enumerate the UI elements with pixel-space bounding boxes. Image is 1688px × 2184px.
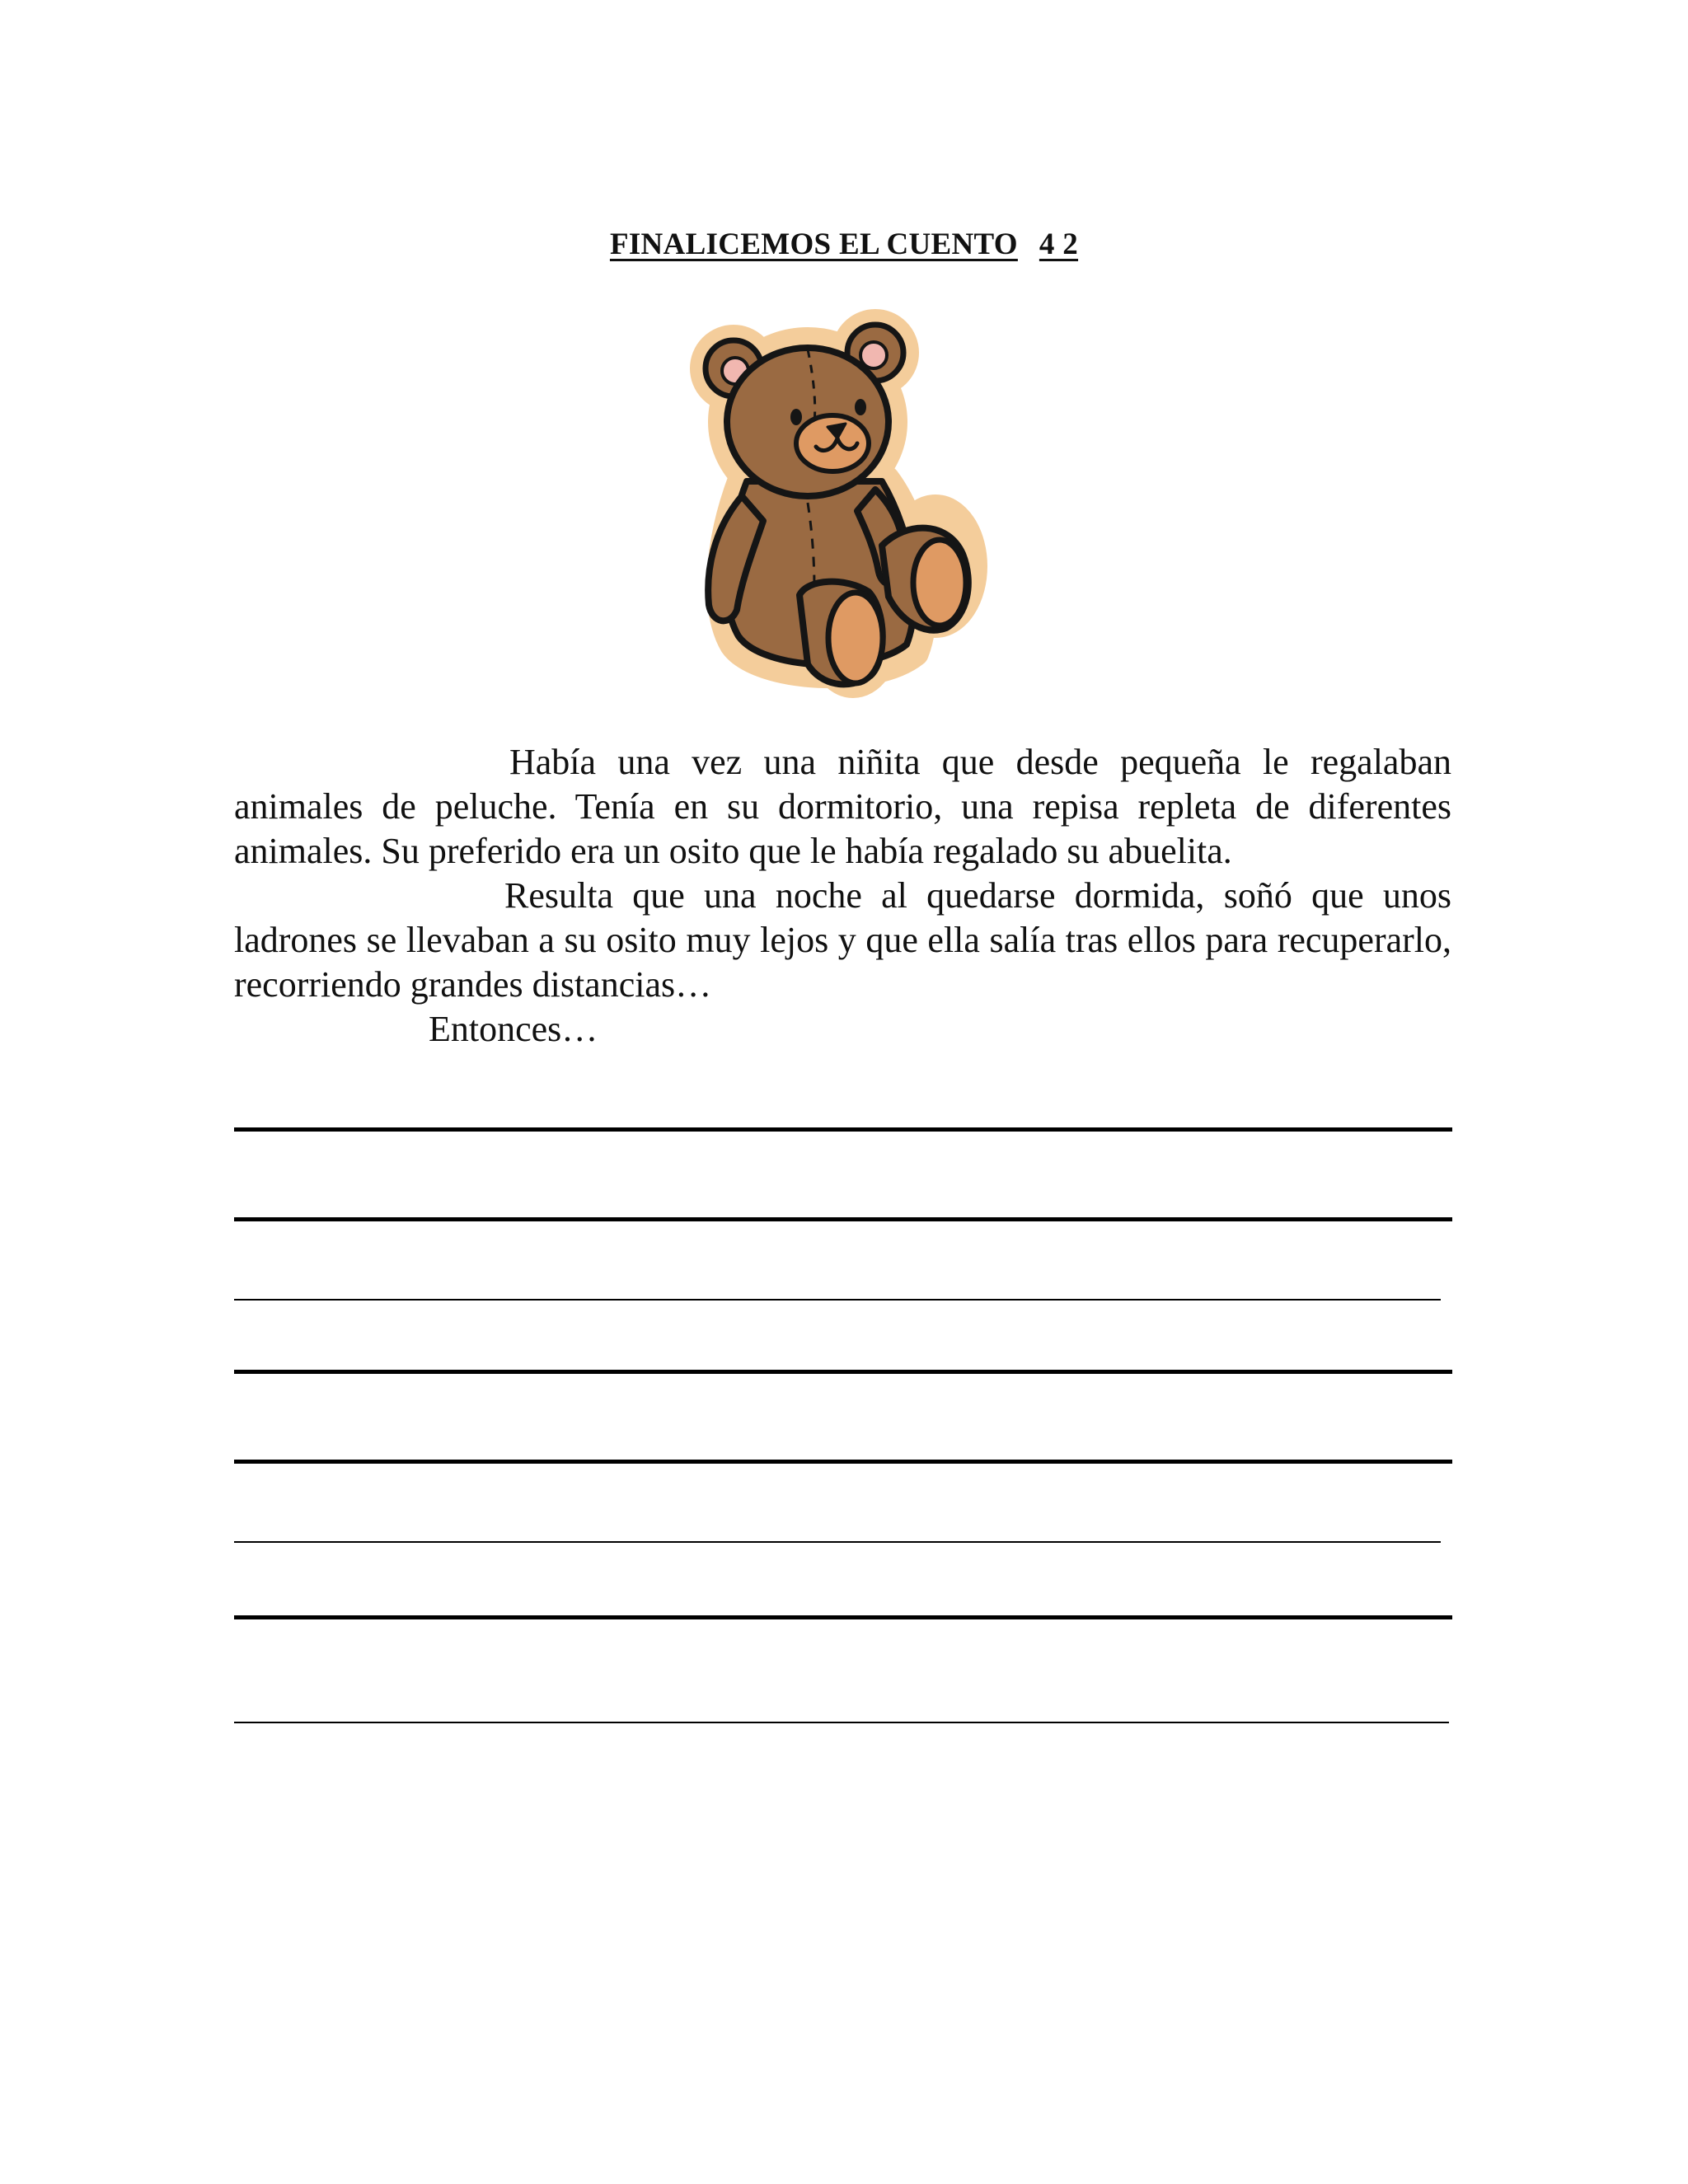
story-paragraph: Había una vez una niñita que desde pequeña le regalaban animales de peluche. Tenía en su dormitorio, una repisa repleta de diferentes animales. Su preferido era un osito que le había regalado su abuelita.: [234, 742, 1451, 871]
story-text: [234, 740, 1451, 1052]
story-paragraph-closing: Entonces…: [429, 1009, 598, 1049]
teddy-bear-illustration: [684, 298, 1001, 702]
story-paragraph: Resulta que una noche al quedarse dormida, soñó que unos ladrones se llevaban a su osito muy lejos y que ella salía tras ellos para recuperarlo, recorriendo grandes distancias…: [234, 875, 1451, 1005]
answer-line[interactable]: [234, 1722, 1449, 1723]
answer-line[interactable]: [234, 1370, 1452, 1374]
page-title-number: 4 2: [1039, 227, 1079, 261]
answer-line[interactable]: [234, 1127, 1452, 1132]
answer-line[interactable]: [234, 1299, 1441, 1301]
answer-line[interactable]: [234, 1460, 1452, 1464]
page-title: [0, 229, 1688, 260]
answer-line[interactable]: [234, 1615, 1452, 1619]
answer-line[interactable]: [234, 1541, 1441, 1543]
teddy-bear-icon: [684, 298, 1001, 702]
answer-line[interactable]: [234, 1217, 1452, 1221]
page-title-text: FINALICEMOS EL CUENTO: [609, 227, 1018, 261]
